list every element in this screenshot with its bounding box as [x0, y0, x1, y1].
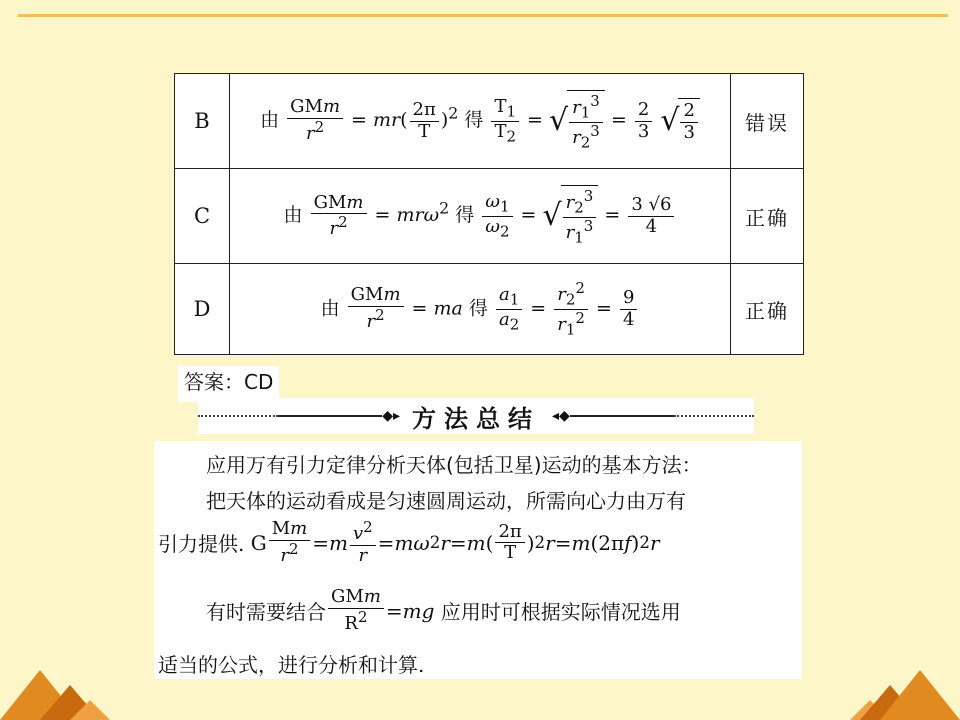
corner-decoration-left	[0, 660, 110, 720]
banner-line-left	[278, 415, 382, 417]
corner-decoration-right	[850, 660, 960, 720]
section-banner	[198, 398, 754, 434]
table-row	[175, 264, 804, 355]
diamond-arrow-icon: ◂◆	[552, 408, 570, 424]
summary-heading: 应用万有引力定律分析天体(包括卫星)运动的基本方法：	[206, 453, 702, 477]
options-table	[174, 73, 804, 355]
summary-formula-line: 引力提供. G $\frac{Mm}{r^2}$ = m $\frac{v^2}{r}$ = mω 2 r = m ( $\frac{2\pi}{T}$ ) 2 r = m (2π f ) 2 r	[158, 518, 660, 566]
formula-cell: 由 $\frac{\text{GMm}}{r^2}$ = mr( $\frac{2\pi}{T}$ )$^2$ 得 $\frac{T_1}{T_2}$ = √ $\frac{r_1^3}{r_2^3}$ = $\frac{2}{3}$ √ $\frac{2}{3}$	[230, 74, 731, 169]
method-summary	[154, 441, 802, 679]
summary-text: 把天体的运动看成是匀速圆周运动，所需向心力由万有	[206, 489, 686, 513]
formula-lead: 由	[260, 109, 280, 132]
formula-lead: 由	[283, 204, 303, 227]
option-label: B	[175, 74, 230, 169]
formula-word: 得	[455, 204, 475, 227]
option-label: C	[175, 169, 230, 264]
table-row	[175, 169, 804, 264]
formula-cell: 由 $\frac{\text{GMm}}{r^2}$ = mrω$^2$ 得 $\frac{\omega_1}{\omega_2}$ = √ $\frac{r_2^3}{r_1^3}$ = $\frac{3 √6}{4}$	[230, 169, 731, 264]
summary-text: 应用时可根据实际情况选用	[440, 600, 681, 625]
fraction: $\frac{\text{GMm}}{r^2}$	[287, 97, 343, 144]
summary-formula-line: 有时需要结合 $\frac{\text{GMm}}{R^2}$ = mg 应用时可根据实际情况选用	[206, 586, 681, 634]
formula-lead: 由	[320, 297, 340, 320]
summary-text: 有时需要结合	[206, 600, 326, 625]
banner-dots-right	[674, 415, 754, 417]
summary-text: 引力提供.	[158, 532, 245, 557]
section-title: 方法总结	[412, 404, 540, 433]
option-label: D	[175, 264, 230, 355]
judgement: 正确	[731, 169, 804, 264]
judgement: 错误	[731, 74, 804, 169]
formula-word: 得	[468, 297, 488, 320]
judgement: 正确	[731, 264, 804, 355]
banner-dots-left	[198, 415, 278, 417]
diamond-arrow-icon: ◆▸	[382, 408, 400, 424]
formula-word: 得	[464, 109, 484, 132]
answer-label: 答案：CD	[178, 366, 279, 402]
banner-line-right	[570, 415, 674, 417]
top-accent-rule	[18, 14, 948, 17]
summary-text: 适当的公式，进行分析和计算.	[158, 653, 425, 677]
table-row	[175, 74, 804, 169]
formula-cell: 由 $\frac{\text{GMm}}{r^2}$ = ma 得 $\frac{a_1}{a_2}$ = $\frac{r_2^2}{r_1^2}$ = $\frac{9}{4}$	[230, 264, 731, 355]
